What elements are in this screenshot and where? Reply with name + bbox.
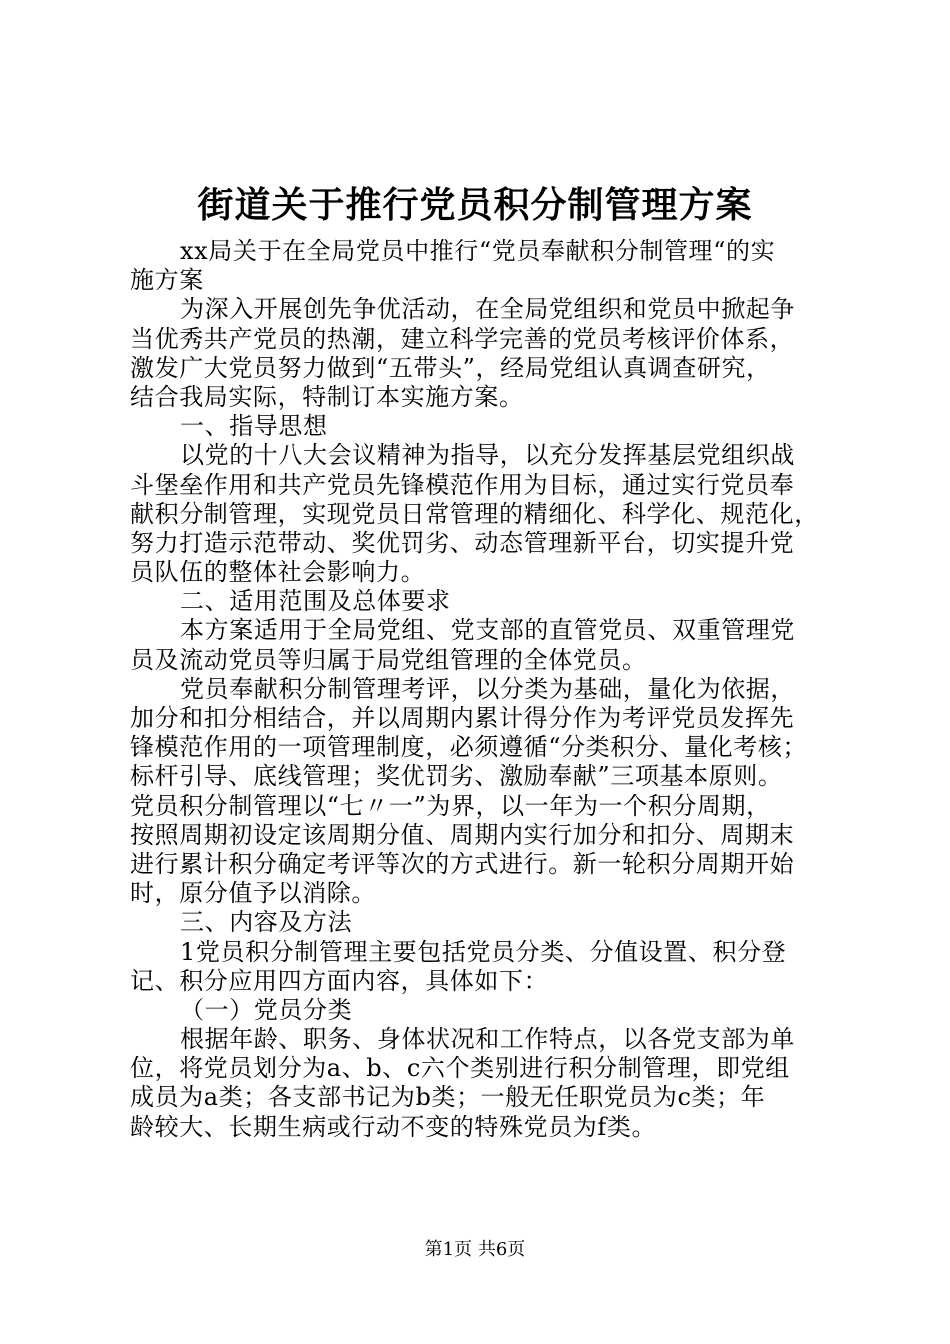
text-line: 三、内容及方法: [180, 908, 353, 937]
text-line: 努力打造示范带动、奖优罚劣、动态管理新平台，切实提升党: [130, 528, 795, 557]
document-title: 街道关于推行党员积分制管理方案: [197, 184, 753, 226]
text-line: 激发广大党员努力做到“五带头”，经局党组认真调查研究，: [130, 353, 771, 382]
text-line: 龄较大、长期生病或行动不变的特殊党员为f类。: [130, 1112, 657, 1141]
text-line: 本方案适用于全局党组、党支部的直管党员、双重管理党: [180, 616, 795, 645]
text-line: 斗堡垒作用和共产党员先锋模范作用为目标，通过实行党员奉: [130, 470, 795, 499]
text-line: 根据年龄、职务、身体状况和工作特点，以各党支部为单: [180, 1025, 795, 1054]
text-line: 当优秀共产党员的热潮，建立科学完善的党员考核评价体系，: [130, 324, 795, 353]
text-line: 以党的十八大会议精神为指导，以充分发挥基层党组织战: [180, 441, 795, 470]
text-line: 一、指导思想: [180, 412, 328, 441]
text-line: 按照周期初设定该周期分值、周期内实行加分和扣分、周期末: [130, 820, 795, 849]
text-line: 1党员积分制管理主要包括党员分类、分值设置、积分登: [180, 937, 787, 966]
text-line: 锋模范作用的一项管理制度，必须遵循“分类积分、量化考核；: [130, 733, 808, 762]
text-line: （一）党员分类: [180, 995, 353, 1024]
text-line: 结合我局实际，特制订本实施方案。: [130, 382, 524, 411]
text-line: 成员为a类；各支部书记为b类；一般无任职党员为c类；年: [130, 1083, 766, 1112]
document-body: [130, 237, 830, 1142]
text-line: 党员积分制管理以“七〃一”为界，以一年为一个积分周期，: [130, 791, 771, 820]
page-footer: 第1页 共6页: [424, 1239, 526, 1260]
text-line: 党员奉献积分制管理考评，以分类为基础，量化为依据，: [180, 674, 795, 703]
text-line: 进行累计积分确定考评等次的方式进行。新一轮积分周期开始: [130, 849, 795, 878]
text-line: 标杆引导、底线管理；奖优罚劣、激励奉献”三项基本原则。: [130, 762, 783, 791]
text-line: 为深入开展创先争优活动，在全局党组织和党员中掀起争: [180, 295, 795, 324]
text-line: 记、积分应用四方面内容，具体如下：: [130, 966, 549, 995]
text-line: 施方案: [130, 266, 204, 295]
text-line: 员及流动党员等归属于局党组管理的全体党员。: [130, 645, 647, 674]
text-line: xx局关于在全局党员中推行“党员奉献积分制管理“的实: [180, 237, 776, 265]
text-line: 献积分制管理，实现党员日常管理的精细化、科学化、规范化，: [130, 499, 819, 528]
text-line: 时，原分值予以消除。: [130, 879, 376, 908]
text-line: 二、适用范围及总体要求: [180, 587, 451, 616]
text-line: 员队伍的整体社会影响力。: [130, 558, 426, 587]
text-line: 加分和扣分相结合，并以周期内累计得分作为考评党员发挥先: [130, 704, 795, 732]
text-line: 位，将党员划分为a、b、c六个类别进行积分制管理，即党组: [130, 1054, 790, 1083]
